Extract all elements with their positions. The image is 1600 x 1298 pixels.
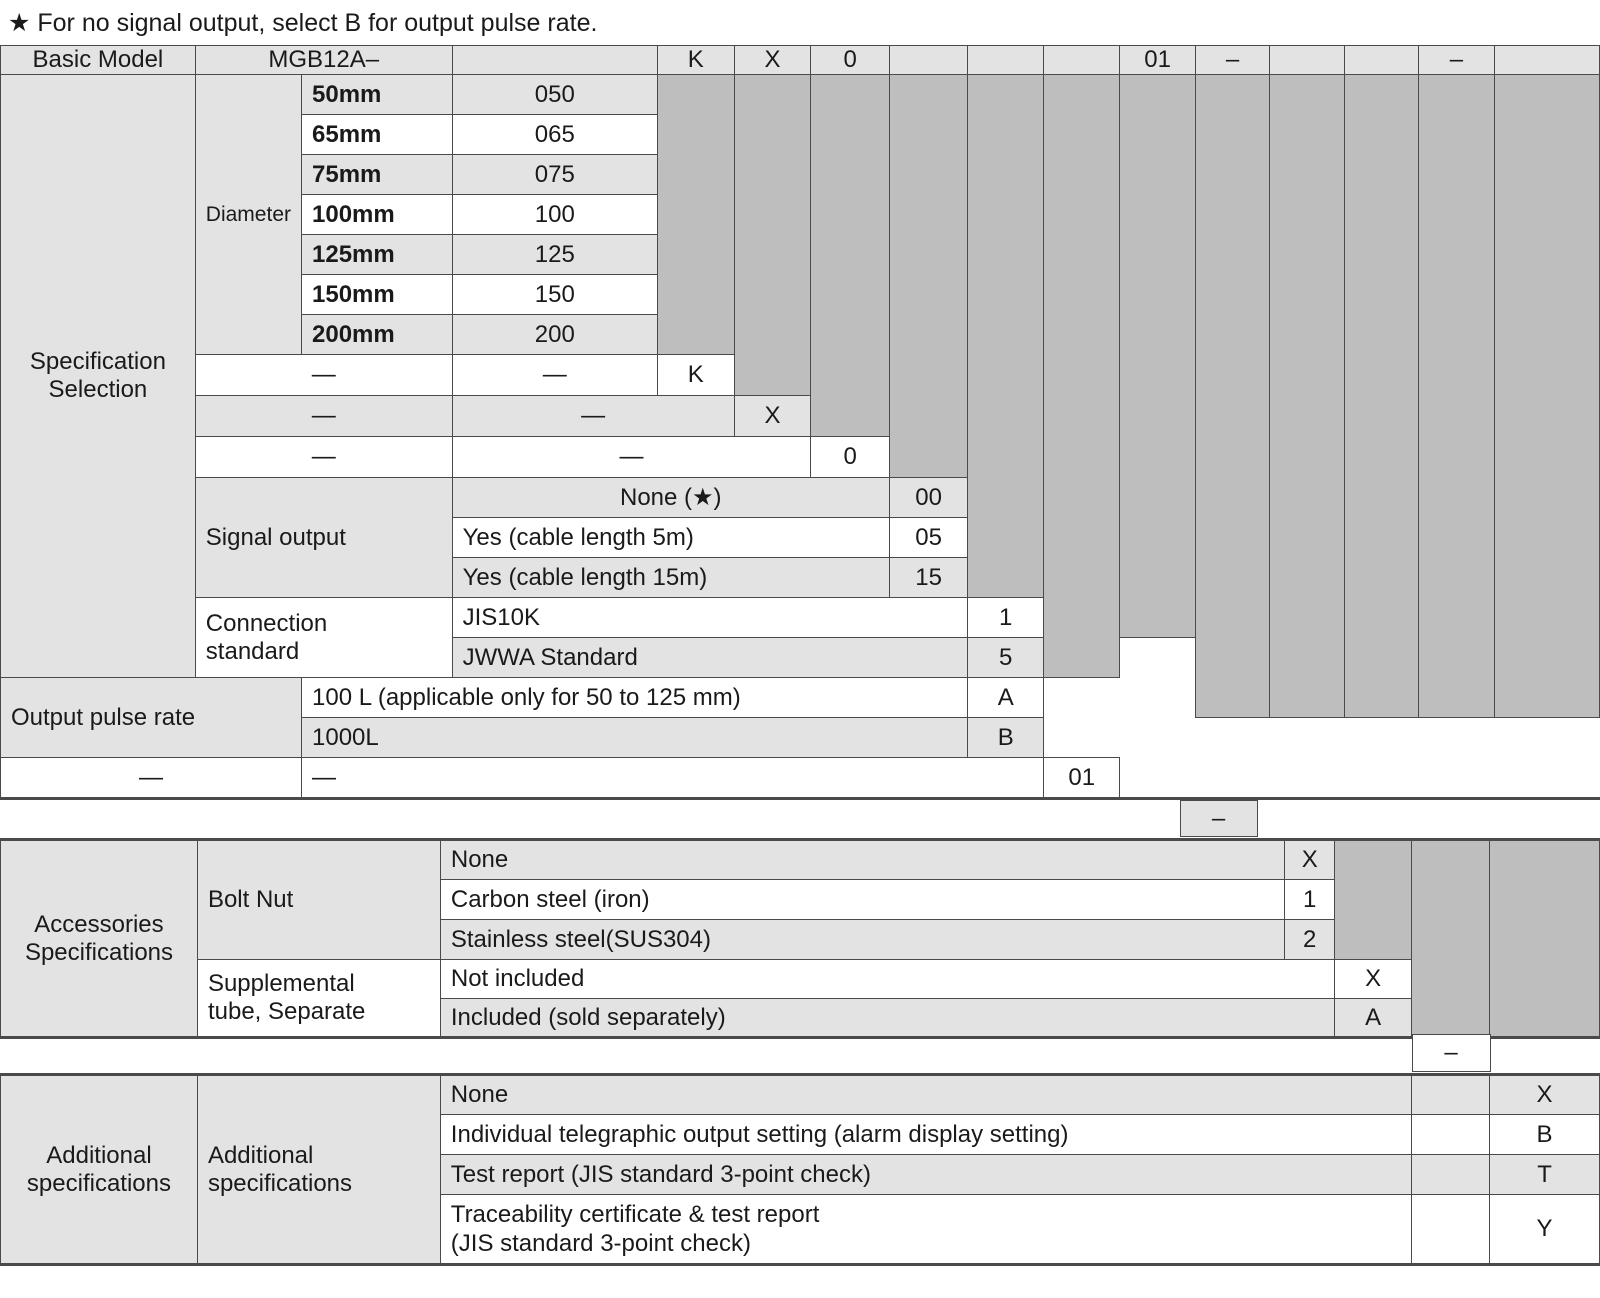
- diameter-code: 150: [452, 275, 657, 315]
- header-code-additional: [1494, 46, 1599, 75]
- diameter-code: 125: [452, 235, 657, 275]
- accessories-label-line2: Specifications: [24, 938, 174, 966]
- table-row: [1, 75, 1600, 115]
- disabled-cell: [1270, 75, 1345, 718]
- additional-desc: None: [440, 1075, 1411, 1115]
- group-label-signal-output: Signal output: [195, 478, 452, 598]
- output-pulse-rate-code: A: [968, 678, 1044, 718]
- code-k: K: [657, 355, 734, 396]
- disabled-cell: [889, 75, 967, 478]
- basic-model-label: Basic Model: [1, 46, 196, 75]
- additional-desc-line2: (JIS standard 3-point check): [450, 1230, 751, 1257]
- disabled-cell: [1345, 75, 1419, 718]
- supplemental-tube-code: X: [1335, 960, 1412, 999]
- header-code-dash1: –: [1195, 46, 1270, 75]
- diameter-desc: 200mm: [302, 315, 453, 355]
- signal-output-code: 05: [889, 518, 967, 558]
- disabled-cell: [734, 75, 811, 396]
- placeholder-dash-2: —: [302, 758, 1044, 799]
- disabled-cell: [657, 75, 734, 355]
- additional-blank-cell: [1412, 1155, 1490, 1195]
- accessories-label-line1: Accessories: [34, 910, 164, 938]
- code-01: 01: [1044, 758, 1120, 799]
- diameter-code: 200: [452, 315, 657, 355]
- diameter-code: 100: [452, 195, 657, 235]
- additional-code: T: [1490, 1155, 1600, 1195]
- additional-desc: Individual telegraphic output setting (alarm display setting): [440, 1115, 1411, 1155]
- disabled-cell: [1120, 75, 1195, 638]
- signal-output-desc: Yes (cable length 15m): [452, 558, 889, 598]
- group-label-output-pulse-rate: Output pulse rate: [1, 678, 302, 758]
- header-code-k: K: [657, 46, 734, 75]
- connection-standard-code: 5: [968, 638, 1044, 678]
- section-label-additional: [1, 1075, 198, 1265]
- placeholder-dash-2: —: [452, 396, 734, 437]
- header-code-zero: 0: [811, 46, 890, 75]
- bolt-nut-desc: None: [440, 840, 1284, 880]
- additional-blank-cell: [1412, 1075, 1490, 1115]
- placeholder-dash: —: [195, 437, 452, 478]
- header-code-tube: [1345, 46, 1419, 75]
- code-x: X: [734, 396, 811, 437]
- output-pulse-rate-desc: 1000L: [302, 718, 968, 758]
- disabled-cell: [811, 75, 890, 437]
- diameter-desc: 125mm: [302, 235, 453, 275]
- additional-label-line2: specifications: [26, 1169, 171, 1197]
- disabled-cell: [1335, 840, 1412, 960]
- bolt-nut-code: 1: [1285, 880, 1335, 920]
- header-code-dash2: –: [1419, 46, 1495, 75]
- disabled-cell: [1494, 75, 1599, 718]
- disabled-cell: [968, 75, 1044, 598]
- placeholder-dash-2: —: [452, 355, 657, 396]
- diameter-desc: 100mm: [302, 195, 453, 235]
- section-label-specification: [1, 75, 196, 678]
- connection-standard-line2: standard: [205, 637, 300, 665]
- table-row: [1, 960, 1600, 999]
- disabled-cell: [1419, 75, 1495, 718]
- diameter-code: 075: [452, 155, 657, 195]
- output-pulse-rate-code: B: [968, 718, 1044, 758]
- disabled-cell: [1412, 840, 1490, 1038]
- diameter-desc: 50mm: [302, 75, 453, 115]
- table-row: [1, 840, 1600, 880]
- additional-group-line1: Additional: [207, 1141, 314, 1169]
- separator-blank-left: [0, 801, 1180, 837]
- additional-desc-line1: Traceability certificate & test report: [450, 1201, 820, 1228]
- placeholder-dash: —: [1, 758, 302, 799]
- additional-desc: [440, 1195, 1411, 1265]
- header-code-0: [452, 46, 657, 75]
- separator-dash-1: –: [1180, 801, 1257, 837]
- group-label-supplemental-tube: [197, 960, 440, 1038]
- placeholder-dash-2: —: [452, 437, 811, 478]
- disabled-cell: [1490, 840, 1600, 1038]
- section-label-line1: Specification: [29, 348, 166, 375]
- bolt-nut-desc: Stainless steel(SUS304): [440, 920, 1284, 960]
- supplemental-tube-desc: Included (sold separately): [440, 999, 1334, 1038]
- specification-selection-table: [0, 45, 1600, 800]
- output-pulse-rate-desc: 100 L (applicable only for 50 to 125 mm): [302, 678, 968, 718]
- bolt-nut-desc: Carbon steel (iron): [440, 880, 1284, 920]
- connection-standard-desc: JWWA Standard: [452, 638, 968, 678]
- separator-blank-right: [1257, 801, 1600, 837]
- group-label-connection-standard: [195, 598, 452, 678]
- placeholder-dash: —: [195, 355, 452, 396]
- group-label-diameter: Diameter: [195, 75, 301, 355]
- table-row: [1, 1075, 1600, 1115]
- supplemental-tube-line2: tube, Separate: [207, 998, 366, 1025]
- section-label-accessories: [1, 840, 198, 1038]
- header-code-x: X: [734, 46, 811, 75]
- signal-output-code: 15: [889, 558, 967, 598]
- header-code-01: 01: [1120, 46, 1195, 75]
- signal-output-code: 00: [889, 478, 967, 518]
- footnote-no-signal-output: [8, 6, 597, 40]
- star-icon: ★: [8, 9, 31, 37]
- footnote-text: For no signal output, select B for output pulse rate.: [30, 9, 598, 37]
- additional-blank-cell: [1412, 1115, 1490, 1155]
- connection-standard-code: 1: [968, 598, 1044, 638]
- diameter-code: 050: [452, 75, 657, 115]
- bolt-nut-code: X: [1285, 840, 1335, 880]
- header-code-pulse: [1044, 46, 1120, 75]
- header-code-boltnut: [1270, 46, 1345, 75]
- separator-row-1: [0, 800, 1600, 837]
- connection-standard-desc: JIS10K: [452, 598, 968, 638]
- additional-code: X: [1490, 1075, 1600, 1115]
- table-row: [1, 758, 1600, 799]
- header-row: [1, 46, 1600, 75]
- diameter-desc: 150mm: [302, 275, 453, 315]
- section-label-line2: Selection: [48, 376, 148, 403]
- header-code-signal: [889, 46, 967, 75]
- model-code-cell: MGB12A–: [195, 46, 452, 75]
- supplemental-tube-desc: Not included: [440, 960, 1334, 999]
- header-code-connection: [968, 46, 1044, 75]
- bolt-nut-code: 2: [1285, 920, 1335, 960]
- additional-group-line2: specifications: [207, 1169, 353, 1197]
- diameter-desc: 65mm: [302, 115, 453, 155]
- signal-output-desc: Yes (cable length 5m): [452, 518, 889, 558]
- diameter-desc: 75mm: [302, 155, 453, 195]
- additional-desc: Test report (JIS standard 3-point check): [440, 1155, 1411, 1195]
- code-zero: 0: [811, 437, 890, 478]
- additional-code: Y: [1490, 1195, 1600, 1265]
- connection-standard-line1: Connection: [205, 609, 328, 637]
- additional-blank-cell: [1412, 1195, 1490, 1265]
- separator-blank-left: [0, 1035, 1412, 1072]
- additional-label-line1: Additional: [46, 1141, 152, 1169]
- group-label-additional: [197, 1075, 440, 1265]
- separator-blank-right: [1490, 1035, 1600, 1072]
- diameter-code: 065: [452, 115, 657, 155]
- supplemental-tube-line1: Supplemental: [207, 970, 355, 997]
- disabled-cell: [1044, 75, 1120, 678]
- group-label-bolt-nut: Bolt Nut: [197, 840, 440, 960]
- disabled-cell: [1195, 75, 1270, 718]
- placeholder-dash: —: [195, 396, 452, 437]
- additional-code: B: [1490, 1115, 1600, 1155]
- separator-row-2: [0, 1034, 1600, 1072]
- supplemental-tube-code: A: [1335, 999, 1412, 1038]
- accessories-specifications-table: [0, 838, 1600, 1039]
- signal-output-desc: None (★): [452, 478, 889, 518]
- separator-dash-2: –: [1412, 1035, 1490, 1072]
- additional-specifications-table: [0, 1073, 1600, 1266]
